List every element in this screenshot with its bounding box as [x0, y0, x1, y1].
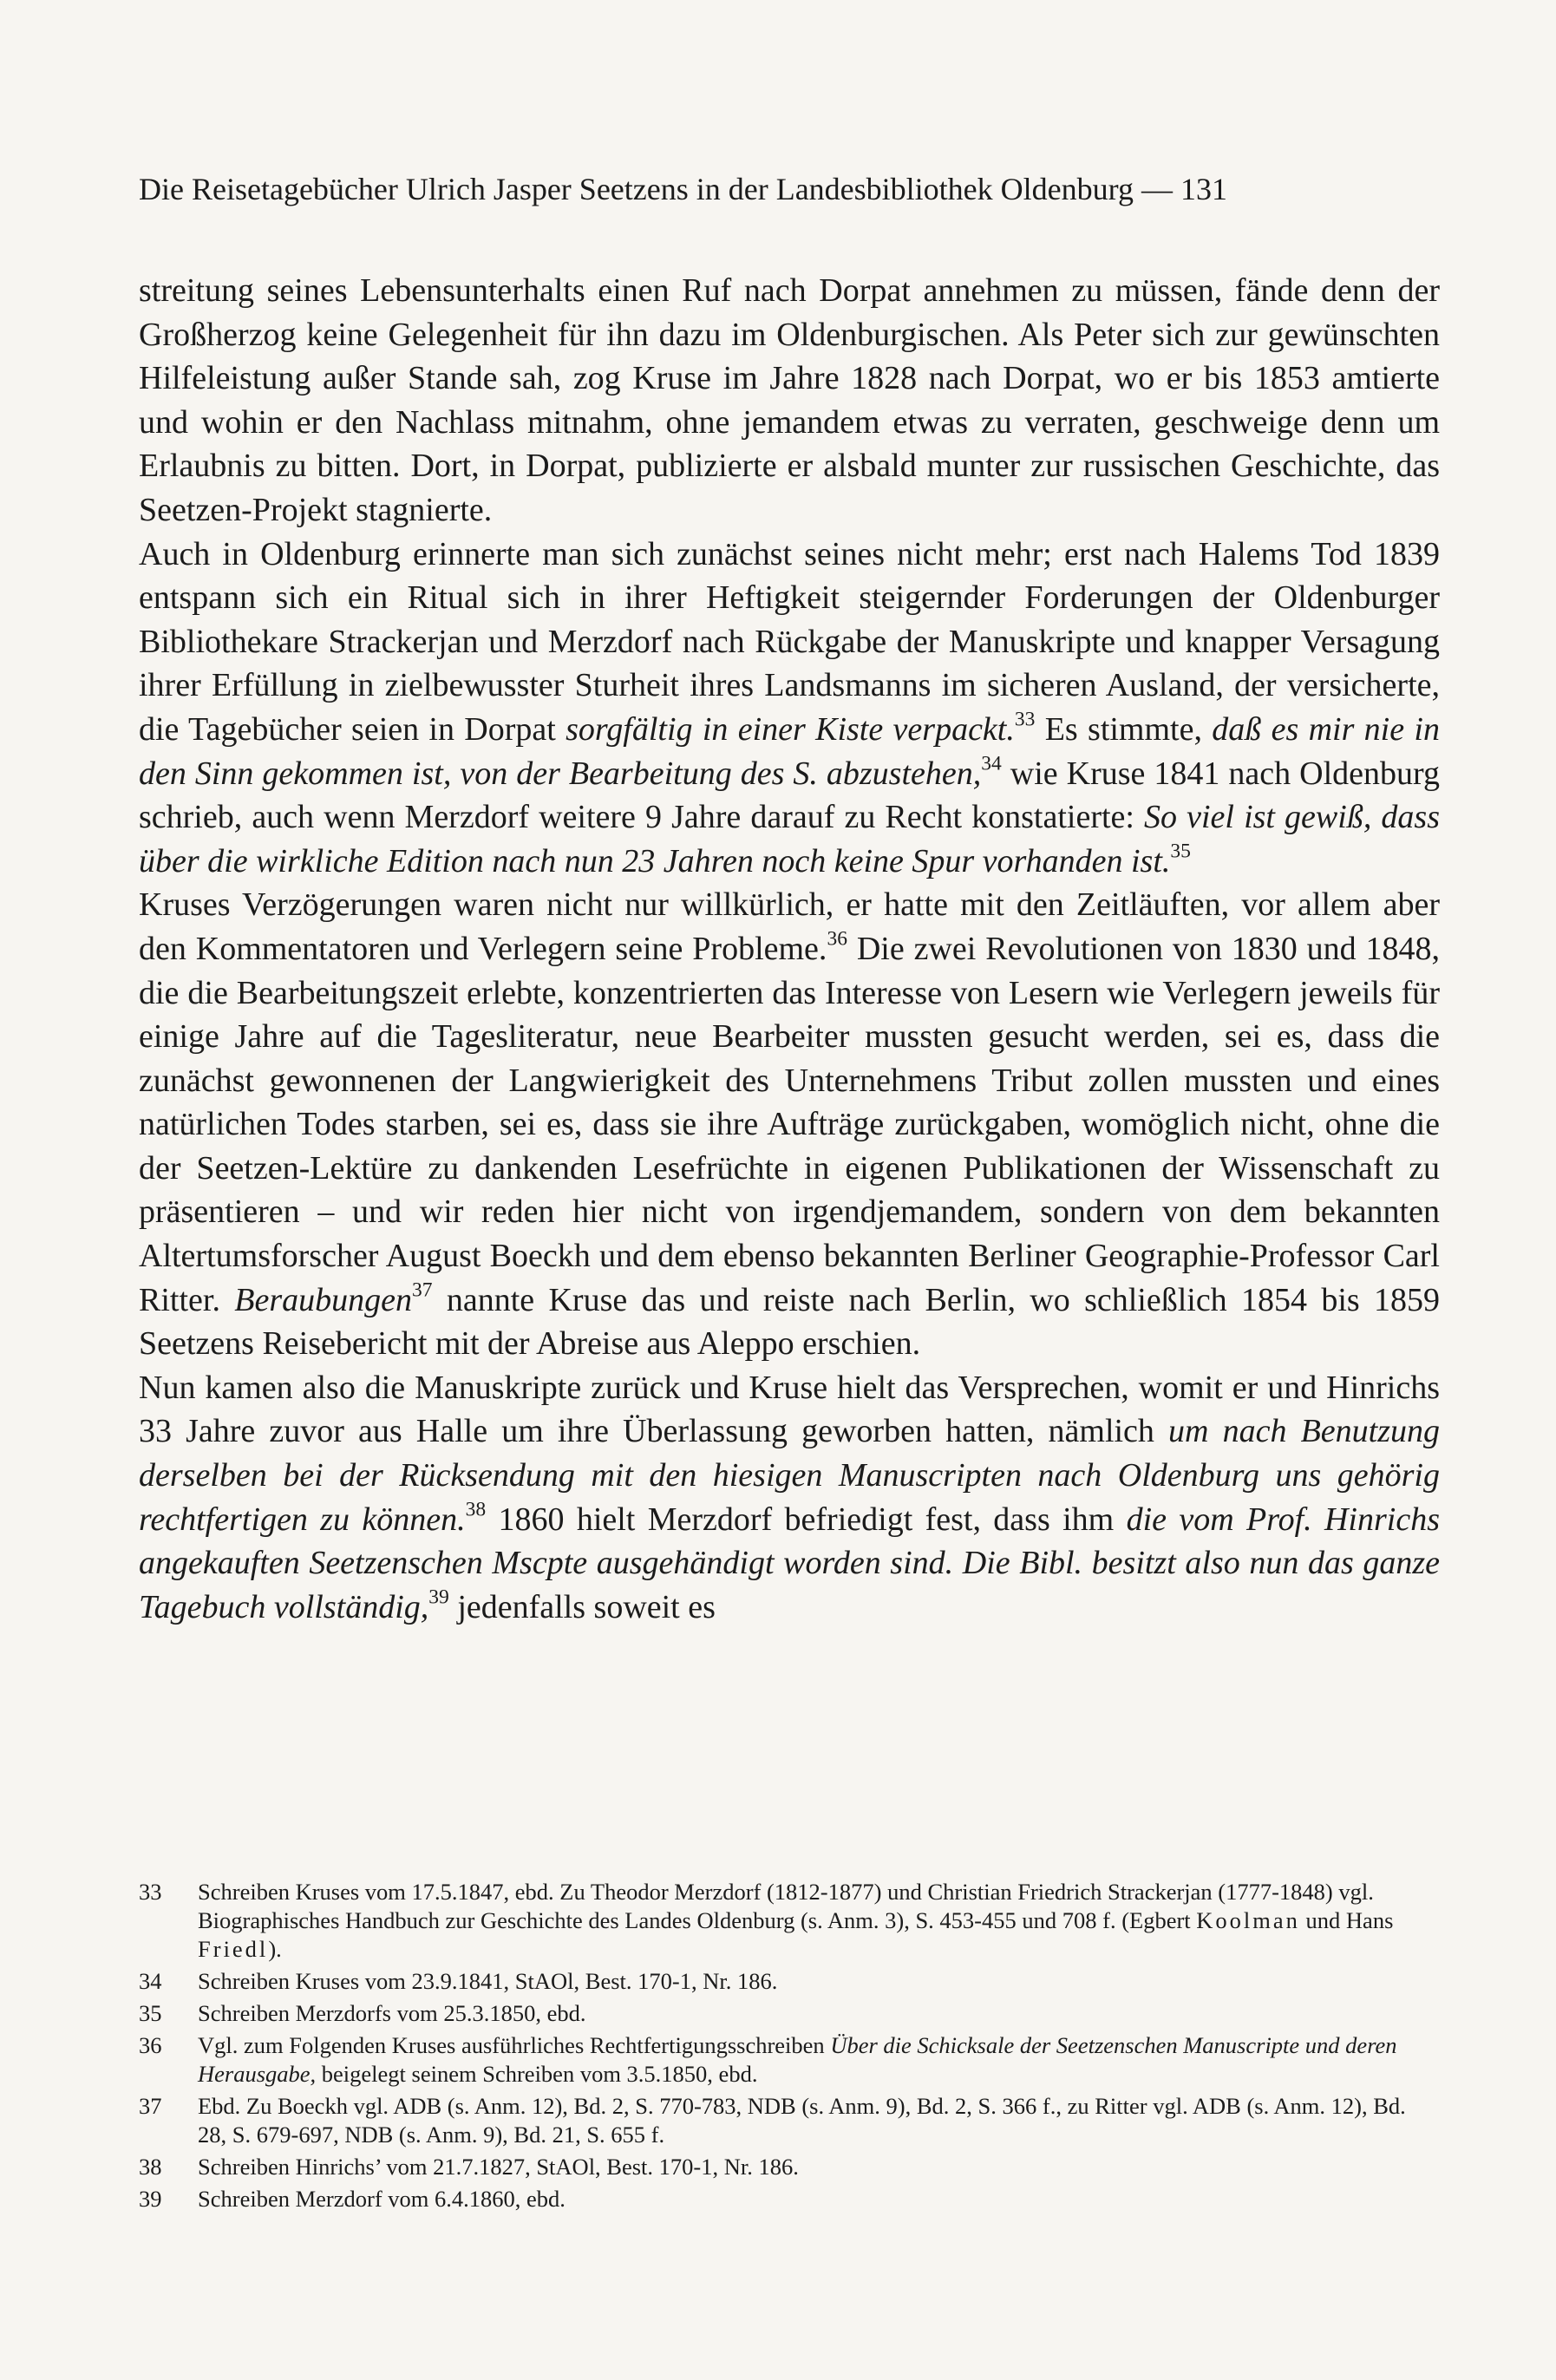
- footnote-number: 38: [139, 2154, 162, 2180]
- footnote-text: Schreiben Merzdorfs vom 25.3.1850, ebd.: [198, 2000, 586, 2026]
- footnote-36: [139, 2031, 1440, 2089]
- footnote-number: 33: [139, 1879, 162, 1905]
- main-text: [139, 269, 1440, 1629]
- footnote-number: 39: [139, 2186, 162, 2212]
- quote: Beraubungen: [234, 1281, 412, 1318]
- footnotes: [139, 1878, 1440, 2217]
- footnote-35: [139, 1999, 1440, 2028]
- footnote-text: Schreiben Merzdorf vom 6.4.1860, ebd.: [198, 2186, 566, 2212]
- paragraph-3: Kruses Verzögerungen waren nicht nur willkürlich, er hatte mit den Zeitläuften, vor allem aber den Kommentatoren und Verlegern seine Probleme.$^{36}$ Die zwei Revolutionen von 1830 und 1848, die die Bearbeitungszeit erlebte, konzentrierten das Interesse von Lesern wie Verlegern jeweils für einige Jahre auf die Tagesliteratur, neue Bearbeiter mussten gesucht werden, sei es, dass die zunächst gewonnenen der Langwierigkeit des Unternehmens Tribut zollen mussten und eines natürlichen Todes starben, sei es, dass sie ihre Aufträge zurückgaben, womöglich nicht, ohne die der Seetzen-Lektüre zu dankenden Lesefrüchte in eigenen Publikationen der Wissenschaft zu präsentieren – und wir reden hier nicht von irgendjemandem, sondern von dem bekannten Altertumsforscher August Boeckh und dem ebenso bekannten Berliner Geographie-Professor Carl Ritter. Beraubungen$^{37}$ nannte Kruse das und reiste nach Berlin, wo schließlich 1854 bis 1859 Seetzens Reisebericht mit der Abreise aus Aleppo erschien.: [139, 886, 1441, 1363]
- quote: die vom Prof. Hinrichs angekauften Seetzenschen Mscpte ausgehändigt worden sind. Die Bibl. besitzt also nun das ganze Tagebuch vollständig,: [139, 1501, 1440, 1625]
- footnote-ref-36[interactable]: 36: [827, 927, 847, 951]
- footnote-38: [139, 2153, 1440, 2181]
- footnote-text: Schreiben Hinrichs’ vom 21.7.1827, StAOl, Best. 170-1, Nr. 186.: [198, 2154, 799, 2180]
- footnote-ref-34[interactable]: 34: [981, 752, 1002, 775]
- paragraph-1: streitung seines Lebensunterhalts einen Ruf nach Dorpat annehmen zu müssen, fände denn der Großherzog keine Gelegenheit für ihn dazu im Oldenburgischen. Als Peter sich zur gewünschten Hilfeleistung außer Stande sah, zog Kruse im Jahre 1828 nach Dorpat, wo er bis 1853 amtierte und wohin er den Nachlass mitnahm, ohne jemandem etwas zu verraten, geschweige denn um Erlaubnis zu bitten. Dort, in Dorpat, publizierte er alsbald munter zur russischen Geschichte, das Seetzen-Projekt stagnierte.: [139, 272, 1440, 528]
- footnote-text: Schreiben Kruses vom 23.9.1841, StAOl, Best. 170-1, Nr. 186.: [198, 1968, 778, 1994]
- footnote-text: Ebd. Zu Boeckh vgl. ADB (s. Anm. 12), Bd. 2, S. 770-783, NDB (s. Anm. 9), Bd. 2, S. 366 f., zu Ritter vgl. ADB (s. Anm. 12), Bd. 28, S. 679-697, NDB (s. Anm. 9), Bd. 21, S. 655 f.: [198, 2093, 1406, 2148]
- page-number: 131: [1180, 172, 1227, 206]
- quote: sorgfältig in einer Kiste verpackt.: [566, 710, 1015, 748]
- footnote-ref-39[interactable]: 39: [428, 1586, 449, 1609]
- footnote-ref-38[interactable]: 38: [465, 1498, 487, 1521]
- footnote-text: Vgl. zum Folgenden Kruses ausführliches Rechtfertigungsschreiben Über die Schicksale der Seetzenschen Manuscripte und deren Herausgabe, beigelegt seinem Schreiben vom 3.5.1850, ebd.: [198, 2032, 1397, 2087]
- paragraph-2: Auch in Oldenburg erinnerte man sich zunächst seines nicht mehr; erst nach Halems Tod 1839 entspann sich ein Ritual sich in ihrer Heftigkeit steigernder Forderungen der Oldenburger Bibliothekare Strackerjan und Merzdorf nach Rückgabe der Manuskripte und knapper Versagung ihrer Erfüllung in zielbewusster Sturheit ihres Landsmanns im sicheren Ausland, der versicherte, die Tagebücher seien in Dorpat sorgfältig in einer Kiste verpackt.$^{33}$ Es stimmte, daß es mir nie in den Sinn gekommen ist, von der Bearbeitung des S. abzustehen,$^{34}$ wie Kruse 1841 nach Oldenburg schrieb, auch wenn Merzdorf weitere 9 Jahre darauf zu Recht konstatierte: So viel ist gewiß, dass über die wirkliche Edition nach nun 23 Jahren noch keine Spur vorhanden ist.$^{35}$: [139, 535, 1441, 879]
- footnote-ref-33[interactable]: 33: [1014, 708, 1036, 731]
- quote: daß es mir nie in den Sinn gekommen ist, von der Bearbeitung des S. abzustehen,: [139, 710, 1440, 792]
- footnote-number: 34: [139, 1968, 162, 1994]
- quote: um nach Benutzung derselben bei der Rücksendung mit den hiesigen Manuscripten nach Oldenburg uns gehörig rechtfertigen zu können.: [139, 1413, 1441, 1538]
- footnote-text: Schreiben Kruses vom 17.5.1847, ebd. Zu Theodor Merzdorf (1812-1877) und Christian Friedrich Strackerjan (1777-1848) vgl. Biographisches Handbuch zur Geschichte des Landes Oldenburg (s. Anm. 3), S. 453-455 und 708 f. (Egbert Koolman und Hans Friedl).: [198, 1879, 1394, 1962]
- paragraph-4: Nun kamen also die Manuskripte zurück und Kruse hielt das Versprechen, womit er und Hinrichs 33 Jahre zuvor aus Halle um ihre Überlassung geworben hatten, nämlich um nach Benutzung derselben bei der Rücksendung mit den hiesigen Manuscripten nach Oldenburg uns gehörig rechtfertigen zu können.$^{38}$ 1860 hielt Merzdorf befriedigt fest, dass ihm die vom Prof. Hinrichs angekauften Seetzenschen Mscpte ausgehändigt worden sind. Die Bibl. besitzt also nun das ganze Tagebuch vollständig,$^{39}$ jedenfalls soweit es: [139, 1369, 1441, 1625]
- footnote-number: 37: [139, 2093, 162, 2119]
- footnote-34: [139, 1967, 1440, 1996]
- footnote-33: [139, 1878, 1440, 1964]
- running-header: [139, 170, 1440, 208]
- footnote-37: [139, 2092, 1440, 2149]
- footnote-number: 35: [139, 2000, 162, 2026]
- running-title: Die Reisetagebücher Ulrich Jasper Seetzens in der Landesbibliothek Oldenburg: [139, 172, 1134, 206]
- header-dash: —: [1141, 172, 1173, 206]
- footnote-39: [139, 2185, 1440, 2213]
- footnote-ref-37[interactable]: 37: [412, 1278, 433, 1302]
- footnote-number: 36: [139, 2032, 162, 2058]
- quote: So viel ist gewiß, dass über die wirkliche Edition nach nun 23 Jahren noch keine Spur vorhanden ist.: [139, 799, 1440, 879]
- footnote-ref-35[interactable]: 35: [1170, 840, 1191, 863]
